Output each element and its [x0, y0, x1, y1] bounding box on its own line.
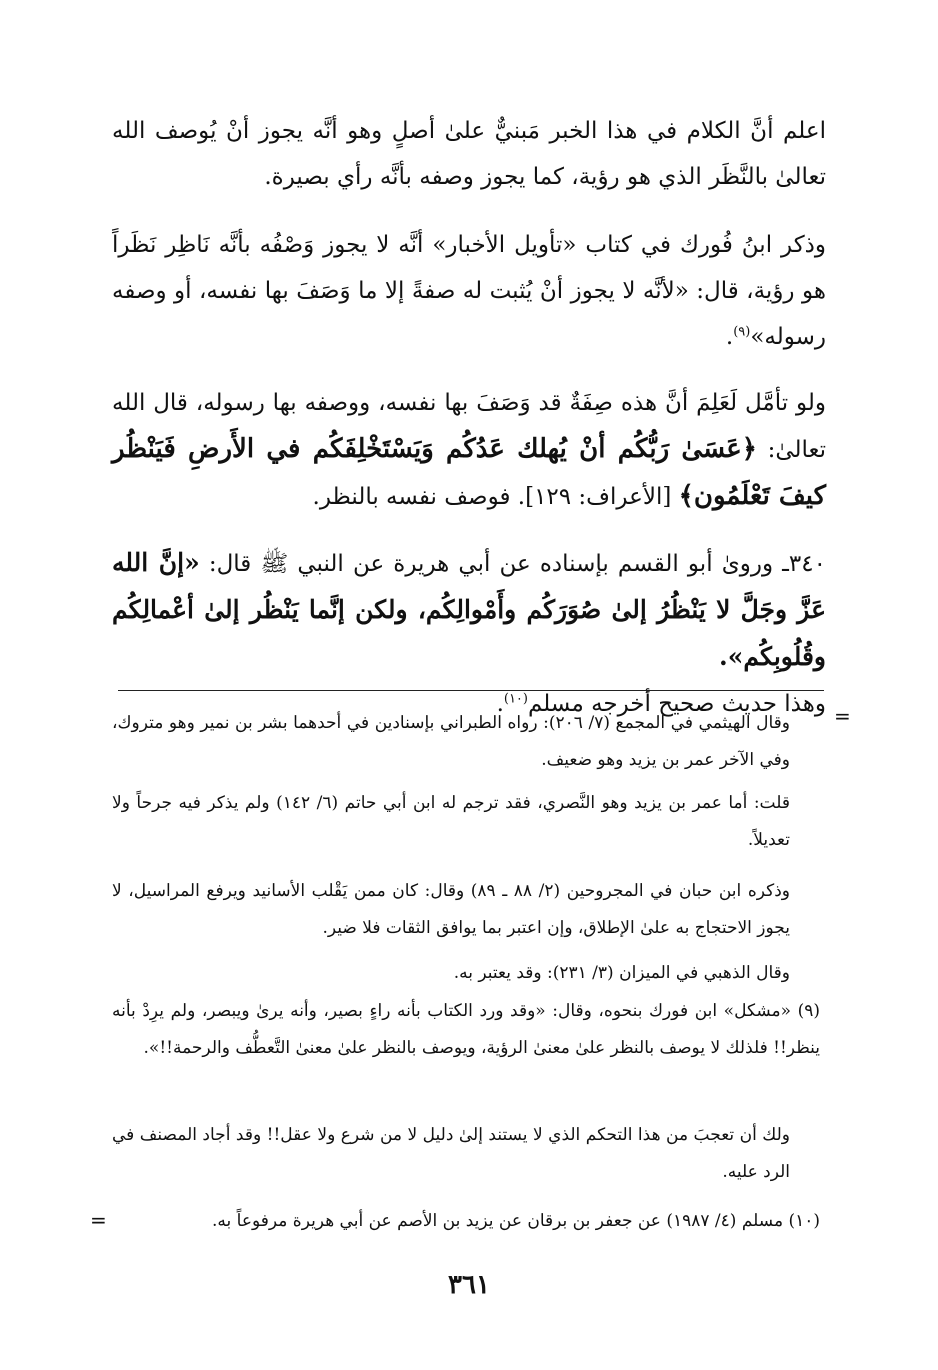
footnote-separator [118, 690, 824, 691]
paragraph-4-hadith [112, 540, 826, 727]
footnote-continued-3: وذكره ابن حبان في المجروحين (٢/ ٨٨ ـ ٨٩) وقال: كان ممن يَقْلب الأسانيد ويرفع المراسيل، لا يجوز الاحتجاج به علىٰ الإطلاق، وإن اعتبر بما يوافق الثقات فلا ضير. [112, 881, 790, 938]
footnote-10 [112, 1203, 820, 1240]
footnote-ref-9: (٩) [733, 324, 751, 340]
footnote-10-number: (١٠) [788, 1211, 820, 1231]
hadith-grading-end: . [496, 691, 504, 717]
footnote-9-text: «مشكل» ابن فورك بنحوه، وقال: «وقد ورد الكتاب بأنه راءٍ بصير، وأنه يرىٰ ويبصر، ولم يرِدْ بأنه ينظر!! فلذلك لا يوصف بالنظر علىٰ معنىٰ الرؤية، ويوصف بالنظر علىٰ معنىٰ التَّعطُّف والرحمة!!». [112, 1001, 820, 1058]
footnote-continued-4: وقال الذهبي في الميزان (٣/ ٢٣١): وقد يعتبر به. [453, 963, 790, 983]
hadith-grading-text: وهذا حديث صحيح أخرجه مسلم [528, 691, 826, 717]
footnote-10-text: مسلم (٤/ ١٩٨٧) عن جعفر بن برقان عن يزيد بن الأصم عن أبي هريرة مرفوعاً به. [212, 1211, 784, 1231]
hadith-text: «إنَّ الله عَزَّ وجَلَّ لا يَنْظُرُ إلىٰ صُوَرَكُم وأَمْوالِكُم، ولكن إنَّما يَنْظُر إلىٰ أعْمالِكُم وقُلُوبِكُم». [112, 548, 826, 671]
paragraph-3 [112, 380, 826, 520]
continuation-mark-top: = [834, 704, 851, 728]
paragraph-3-text: ولو تأمَّل لَعَلِمَ أنَّ هذه صِفَةٌ قد وَصَفَ بها نفسه، ووصفه بها رسوله، قال الله تعالىٰ: [112, 390, 827, 463]
paragraph-2-text: وذكر ابنُ فُورك في كتاب «تأويل الأخبار» أنَّه لا يجوز وَصْفُه بأنَّه نَاظِر نَظَراً هو رؤية، قال: «لأنَّه لا يجوز أنْ يُثبت له صفةً إلا ما وَصَفَ بها نفسه، أو وصفه رسوله» [112, 232, 826, 350]
paragraph-1: اعلم أنَّ الكلام في هذا الخبر مَبنيٌّ علىٰ أصلٍ وهو أنَّه يجوز أنْ يُوصف الله تعالىٰ بالنَّظَر الذي هو رؤية، كما يجوز وصفه بأنَّه رأي بصيرة. [112, 118, 826, 190]
paragraph-2 [112, 222, 826, 360]
footnote-continued-2: قلت: أما عمر بن يزيد وهو النَّصري، فقد ترجم له ابن أبي حاتم (٦/ ١٤٢) ولم يذكر فيه جرحاً ولا تعديلاً. [112, 793, 791, 850]
page-number: ٣٦١ [448, 1270, 490, 1300]
footnote-9-number: (٩) [797, 1001, 820, 1021]
quran-verse: ﴿عَسَىٰ رَبُّكُم أنْ يُهلك عَدُكُم وَيَسْتَخْلِفَكُم في الأَرضِ فَيَنْظُر كيفَ تَعْلَمُون﴾ [112, 434, 826, 511]
footnote-ref-10: (١٠) [503, 691, 528, 707]
footnote-9-comment: ولك أن تعجبَ من هذا التحكم الذي لا يستند إلىٰ دليل لا من شرع ولا عقل!! وقد أجاد المصنف في الرد عليه. [112, 1125, 790, 1182]
hadith-intro: ٣٤٠ـ وروىٰ أبو القسم بإسناده عن أبي هريرة عن النبي ﷺ قال: [208, 551, 826, 577]
footnote-9 [112, 993, 820, 1067]
paragraph-2-end: . [725, 324, 734, 350]
verse-citation: [الأعراف: ١٢٩]. فوصف نفسه بالنظر. [312, 484, 672, 510]
footnote-continued-1: وقال الهيثمي في المجمع (٧/ ٢٠٦): رواه الطبراني بإسنادين في أحدهما بشر بن نمير وهو متروك، وفي الآخر عمر بن يزيد وهو ضعيف. [112, 713, 790, 770]
continuation-mark-bottom: = [90, 1208, 107, 1232]
